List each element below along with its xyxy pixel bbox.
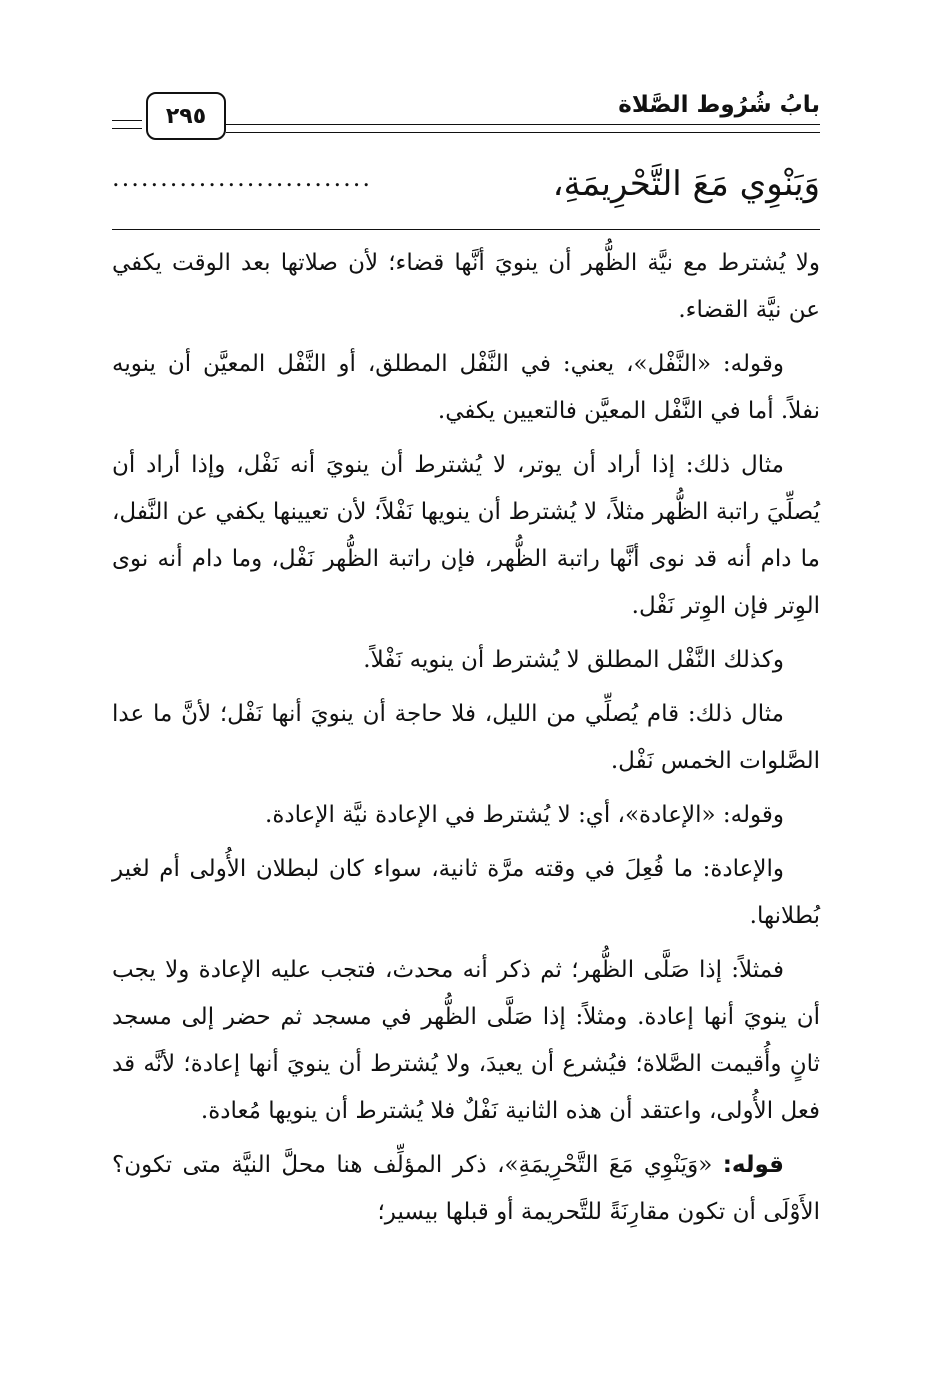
header-rule-left-bottom: [112, 128, 142, 129]
paragraph-last: [112, 1142, 820, 1236]
chapter-title: بابُ شُرُوط الصَّلاة: [618, 92, 820, 118]
paragraph: وقوله: «الإعادة»، أي: لا يُشترط في الإعادة نيَّة الإعادة.: [265, 802, 784, 828]
paragraph: مثال ذلك: إذا أراد أن يوتر، لا يُشترط أن ينويَ أنه نَفْل، وإذا أراد أن يُصلِّيَ راتبة الظُّهر مثلاً، لا يُشترط أن ينويها نَفْلاً؛ لأن تعيينها يكفي عن النَّفل، ما دام أنه قد نوى أنَّها راتبة الظُّهر، فإن راتبة الظُّهر نَفْل، وما دام أنه نوى الوِتر فإن الوِتر نَفْل.: [112, 452, 820, 619]
paragraph: فمثلاً: إذا صَلَّى الظُّهر؛ ثم ذكر أنه محدث، فتجب عليه الإعادة ولا يجب أن ينويَ أنها إعادة. ومثلاً: إذا صَلَّى الظُّهر في مسجد ثم حضر إلى مسجد ثانٍ وأُقيمت الصَّلاة؛ فيُشرع أن يعيدَ، ولا يُشترط أن ينويَ أنها إعادة؛ لأنَّه قد فعل الأُولى، واعتقد أن هذه الثانية نَفْلٌ فلا يُشترط أن ينويها مُعادة.: [112, 957, 820, 1124]
header-rule-right-bottom: [226, 132, 820, 133]
running-header: [112, 92, 820, 142]
paragraph: وقوله: «النَّفْل»، يعني: في النَّفْل المطلق، أو النَّفْل المعيَّن أن ينويه نفلاً. أما في النَّفْل المعيَّن فالتعيين يكفي.: [112, 351, 820, 424]
header-rule-left-top: [112, 120, 142, 121]
paragraph-last-text: «وَيَنْوِي مَعَ التَّحْرِيمَةِ»، ذكر المؤلِّف هنا محلَّ النيَّة متى تكون؟ الأَوْلَى أن تكون مقارِنَةً للتَّحريمة أو قبلها بيسير؛: [112, 1152, 820, 1225]
header-rule-right-top: [226, 124, 820, 125]
page-number: ٢٩٥: [146, 92, 226, 140]
matn-text: وَيَنْوِي مَعَ التَّحْرِيمَةِ،: [552, 164, 820, 204]
paragraph: مثال ذلك: قام يُصلِّي من الليل، فلا حاجة أن ينويَ أنها نَفْل؛ لأنَّ ما عدا الصَّلوات الخمس نَفْل.: [112, 701, 820, 774]
matn-line: [112, 160, 820, 216]
matn-separator-rule: [112, 229, 820, 230]
qawluhu-lead: قوله:: [722, 1152, 784, 1178]
matn-dots: ...........................: [112, 164, 372, 192]
paragraph: والإعادة: ما فُعِلَ في وقته مرَّة ثانية، سواء كان لبطلان الأُولى أم لغير بُطلانها.: [112, 856, 820, 929]
paragraph: وكذلك النَّفْل المطلق لا يُشترط أن ينويه نَفْلاً.: [363, 647, 784, 673]
paragraph: ولا يُشترط مع نيَّة الظُّهر أن ينويَ أنَّها قضاء؛ لأن صلاتها بعد الوقت يكفي عن نيَّة القضاء.: [112, 250, 820, 323]
commentary-body: [112, 240, 820, 1243]
